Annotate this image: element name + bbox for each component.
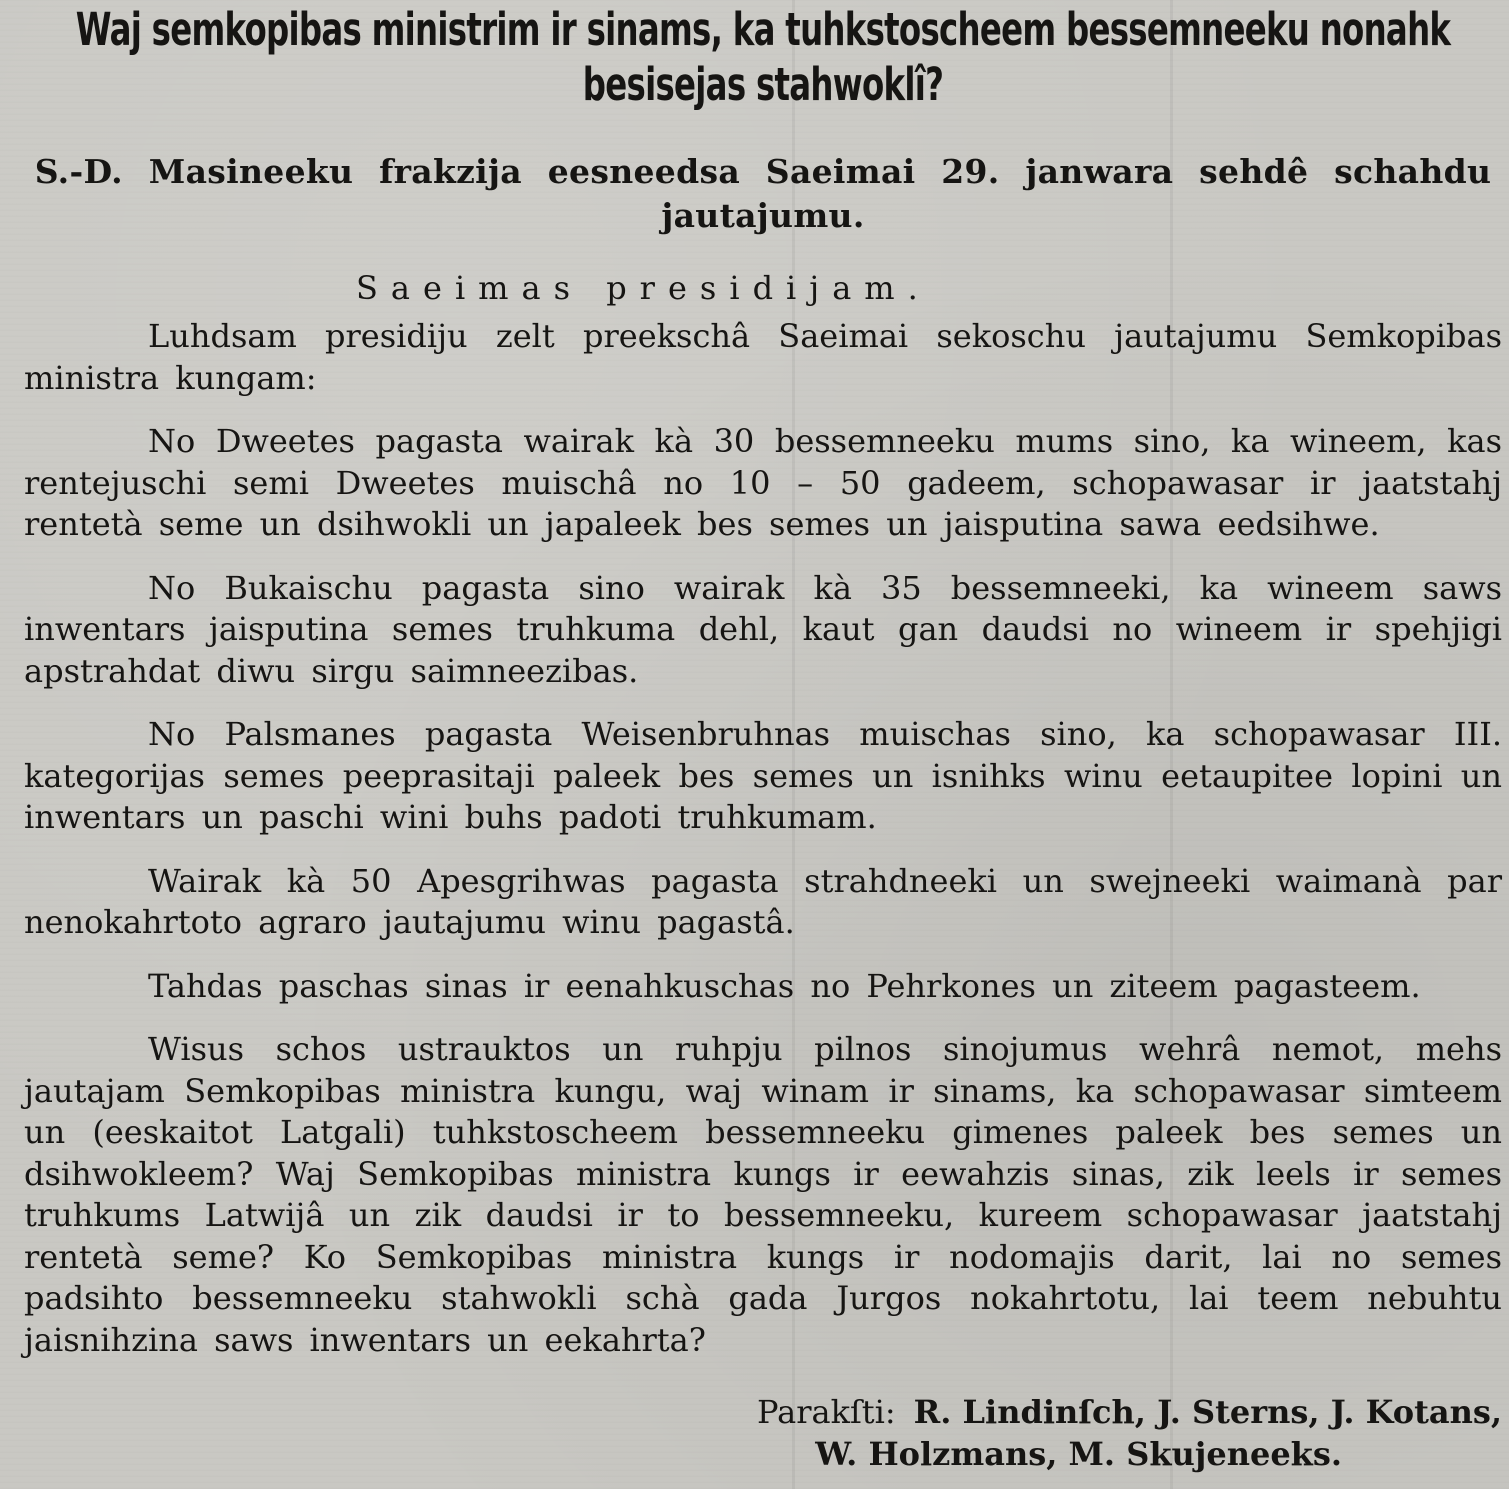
signature-names-line2: W. Holzmans, M. Skujeneeks. [815, 1435, 1342, 1473]
article-subheadline: S.-D. Masineeku frakzija eesneedsa Saeimai 29. janwara sehdê schahdu jautajumu. [34, 152, 1492, 235]
signature-label: Parakſti: [757, 1393, 896, 1431]
signature-block [24, 1391, 1502, 1475]
article-addressee: Saeimas presidijam. [356, 269, 931, 307]
article-paragraph: No Bukaischu pagasta sino wairak kà 35 bessemneeki, ka wineem saws inwentars jaisputina semes truhkuma dehl, kaut gan daudsi no wineem ir spehjigi apstrahdat diwu sirgu saimneezibas. [24, 568, 1502, 690]
article-paragraph: Wairak kà 50 Apesgrihwas pagasta strahdneeki un swejneeki waimanà par nenokahrtoto agraro jautajumu winu pagastâ. [24, 861, 1502, 941]
article-paragraph: Luhdsam presidiju zelt preekschâ Saeimai sekoschu jautajumu Semkopibas ministra kungam: [24, 317, 1502, 397]
article-paragraph: Tahdas paschas sinas ir eenahkuschas no Pehrkones un ziteem pagasteem. [148, 966, 1421, 1005]
signature-names-line1: R. Lindinſch, J. Sterns, J. Kotans, [913, 1393, 1502, 1431]
article-paragraph: Wisus schos ustrauktos un ruhpju pilnos sinojumus wehrâ nemot, mehs jautajam Semkopibas ministra kungu, waj winam ir sinams, ka schopawasar simteem un (eeskaitot Latgali) tuhkstoscheem bessemneeku gimenes paleek bes semes un dsihwokleem? Waj Semkopibas ministra kungs ir eewahzis sinas, zik leels ir semes truhkums Latwijâ un zik daudsi ir to bessemneeku, kureem schopawasar jaatstahj rentetà seme? Ko Semkopibas ministra kungs ir nodomajis darit, lai no semes padsihto bessemneeku stahwokli schà gada Jurgos nokahrtotu, lai teem nebuhtu jaisnihzina saws inwentars un eekahrta? [24, 1030, 1502, 1359]
article-paragraph: No Dweetes pagasta wairak kà 30 bessemneeku mums sino, ka wineem, kas rentejuschi semi Dweetes muischâ no 10 – 50 gadeem, schopawasar ir jaatstahj rentetà seme un dsihwokli un japaleek bes semes un jaisputina sawa eedsihwe. [24, 422, 1502, 543]
article-paragraph: No Palsmanes pagasta Weisenbruhnas muischas sino, ka schopawasar III. kategorijas semes peeprasitaji paleek bes semes un isnihks winu eetaupitee lopini un inwentars un paschi wini buhs padoti truhkumam. [24, 715, 1502, 836]
article [24, 0, 1502, 1475]
article-headline: Waj semkopibas ministrim ir sinams, ka tuhkstoscheem bessemneeku nonahk besisejas stahwoklî? [75, 3, 1451, 111]
